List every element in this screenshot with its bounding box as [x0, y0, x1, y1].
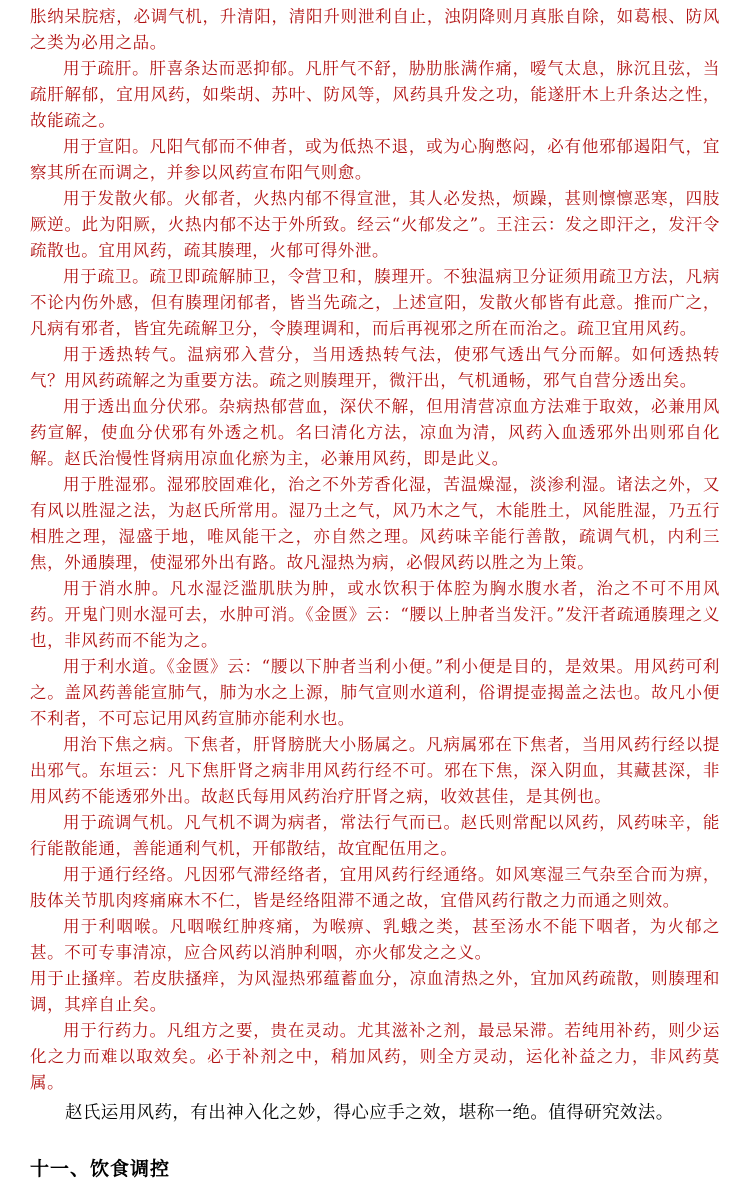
paragraph-dampness: 用于胜湿邪。湿邪胶固难化，治之不外芳香化湿，苦温燥湿，淡渗利湿。诸法之外，又有风以胜湿之法，为赵氏所常用。湿乃土之气，风乃木之气，木能胜土，风能胜湿，乃五行相胜之理，湿盛于地，唯风能干之，亦自然之理。风药味辛能行善散，疏调气机，内利三焦，外通腠理，使湿邪外出有路。故凡湿热为病，必假风药以胜之为上策。 — [30, 475, 720, 572]
paragraph-soothe-liver: 用于疏肝。肝喜条达而恶抑郁。凡肝气不舒，胁肋胀满作痛，嗳气太息，脉沉且弦，当疏肝解郁，宜用风药，如柴胡、苏叶、防风等，风药具升发之功，能遂肝木上升条达之性，故能疏之。 — [30, 59, 720, 130]
paragraph-edema: 用于消水肿。凡水湿泛滥肌肤为肿，或水饮积于体腔为胸水腹水者，治之不可不用风药。开鬼门则水湿可去，水肿可消。《金匮》云：“腰以上肿者当发汗。”发汗者疏通腠理之义也，非风药而不能为之。 — [30, 579, 720, 650]
paragraph-water-passage: 用于利水道。《金匮》云：“腰以下肿者当利小便。”利小便是目的，是效果。用风药可利之。盖风药善能宣肺气，肺为水之上源，肺气宣则水道利，俗谓提壶揭盖之法也。故凡小便不利者，不可忘记用风药宣肺亦能利水也。 — [30, 657, 720, 728]
section-heading: 十一、饮食调控 — [30, 1158, 171, 1180]
paragraph-lower-jiao: 用治下焦之病。下焦者，肝肾膀胱大小肠属之。凡病属邪在下焦者，当用风药行经以提出邪气。东垣云：凡下焦肝肾之病非用风药行经不可。邪在下焦，深入阴血，其藏甚深，非用风药不能透邪外出。故赵氏每用风药治疗肝肾之病，收效甚佳，是其例也。 — [30, 735, 720, 806]
paragraph-drug-power: 用于行药力。凡组方之要，贵在灵动。尤其滋补之剂，最忌呆滞。若纯用补药，则少运化之力而难以取效矣。必于补剂之中，稍加风药，则全方灵动，运化补益之力，非风药莫属。 — [30, 1021, 720, 1092]
paragraph-qi-mechanism: 用于疏调气机。凡气机不调为病者，常法行气而已。赵氏则常配以风药，风药味辛，能行能散能通，善能通利气机，开郁散结，故宜配伍用之。 — [30, 813, 720, 858]
paragraph-diffuse-yang: 用于宣阳。凡阳气郁而不伸者，或为低热不退，或为心胸憋闷，必有他邪郁遏阳气，宜察其所在而调之，并参以风药宣布阳气则愈。 — [30, 137, 720, 182]
paragraph-dredge-defense: 用于疏卫。疏卫即疏解肺卫，令营卫和，腠理开。不独温病卫分证须用疏卫方法，凡病不论内伤外感，但有腠理闭郁者，皆当先疏之，上述宣阳，发散火郁皆有此意。推而广之，凡病有邪者，皆宜先疏解卫分，令腠理调和，而后再视邪之所在而治之。疏卫宜用风药。 — [30, 267, 720, 338]
paragraph-meridians: 用于通行经络。凡因邪气滞经络者，宜用风药行经通络。如风寒湿三气杂至合而为痹，肢体关节肌肉疼痛麻木不仁，皆是经络阻滞不通之故，宜借风药行散之力而通之则效。 — [30, 865, 720, 910]
paragraph-throat: 用于利咽喉。凡咽喉红肿疼痛，为喉痹、乳蛾之类，甚至汤水不能下咽者，为火郁之甚。不可专事清凉，应合风药以消肿利咽，亦火郁发之之义。 — [30, 917, 720, 962]
closing-paragraph: 赵氏运用风药，有出神入化之妙，得心应手之效，堪称一绝。值得研究效法。 — [65, 1103, 674, 1123]
paragraph-heat-transfer: 用于透热转气。温病邪入营分，当用透热转气法，使邪气透出气分而解。如何透热转气？用风药疏解之为重要方法。疏之则腠理开，微汗出，气机通畅，邪气自营分透出矣。 — [30, 345, 720, 390]
paragraph-fire-stagnation: 用于发散火郁。火郁者，火热内郁不得宣泄，其人必发热，烦躁，甚则懔懔恶寒，四肢厥逆。此为阳厥，火热内郁不达于外所致。经云“火郁发之”。王注云：发之即汗之，发汗令疏散也。宜用风药，疏其腠理，火郁可得外泄。 — [30, 189, 720, 260]
paragraph-intro: 胀纳呆脘痞，必调气机，升清阳，清阳升则泄利自止，浊阴降则月真胀自除，如葛根、防风之类为必用之品。 — [30, 7, 720, 52]
paragraph-itching: 用于止搔痒。若皮肤搔痒，为风湿热邪蕴蓄血分，凉血清热之外，宜加风药疏散，则腠理和调，其痒自止矣。 — [30, 969, 720, 1014]
paragraph-blood-latent-evil: 用于透出血分伏邪。杂病热郁营血，深伏不解，但用清营凉血方法难于取效，必兼用风药宣解，使血分伏邪有外透之机。名曰清化方法，凉血为清，风药入血透邪外出则邪自化解。赵氏治慢性肾病用凉血化瘀为主，必兼用风药，即是此义。 — [30, 397, 720, 468]
